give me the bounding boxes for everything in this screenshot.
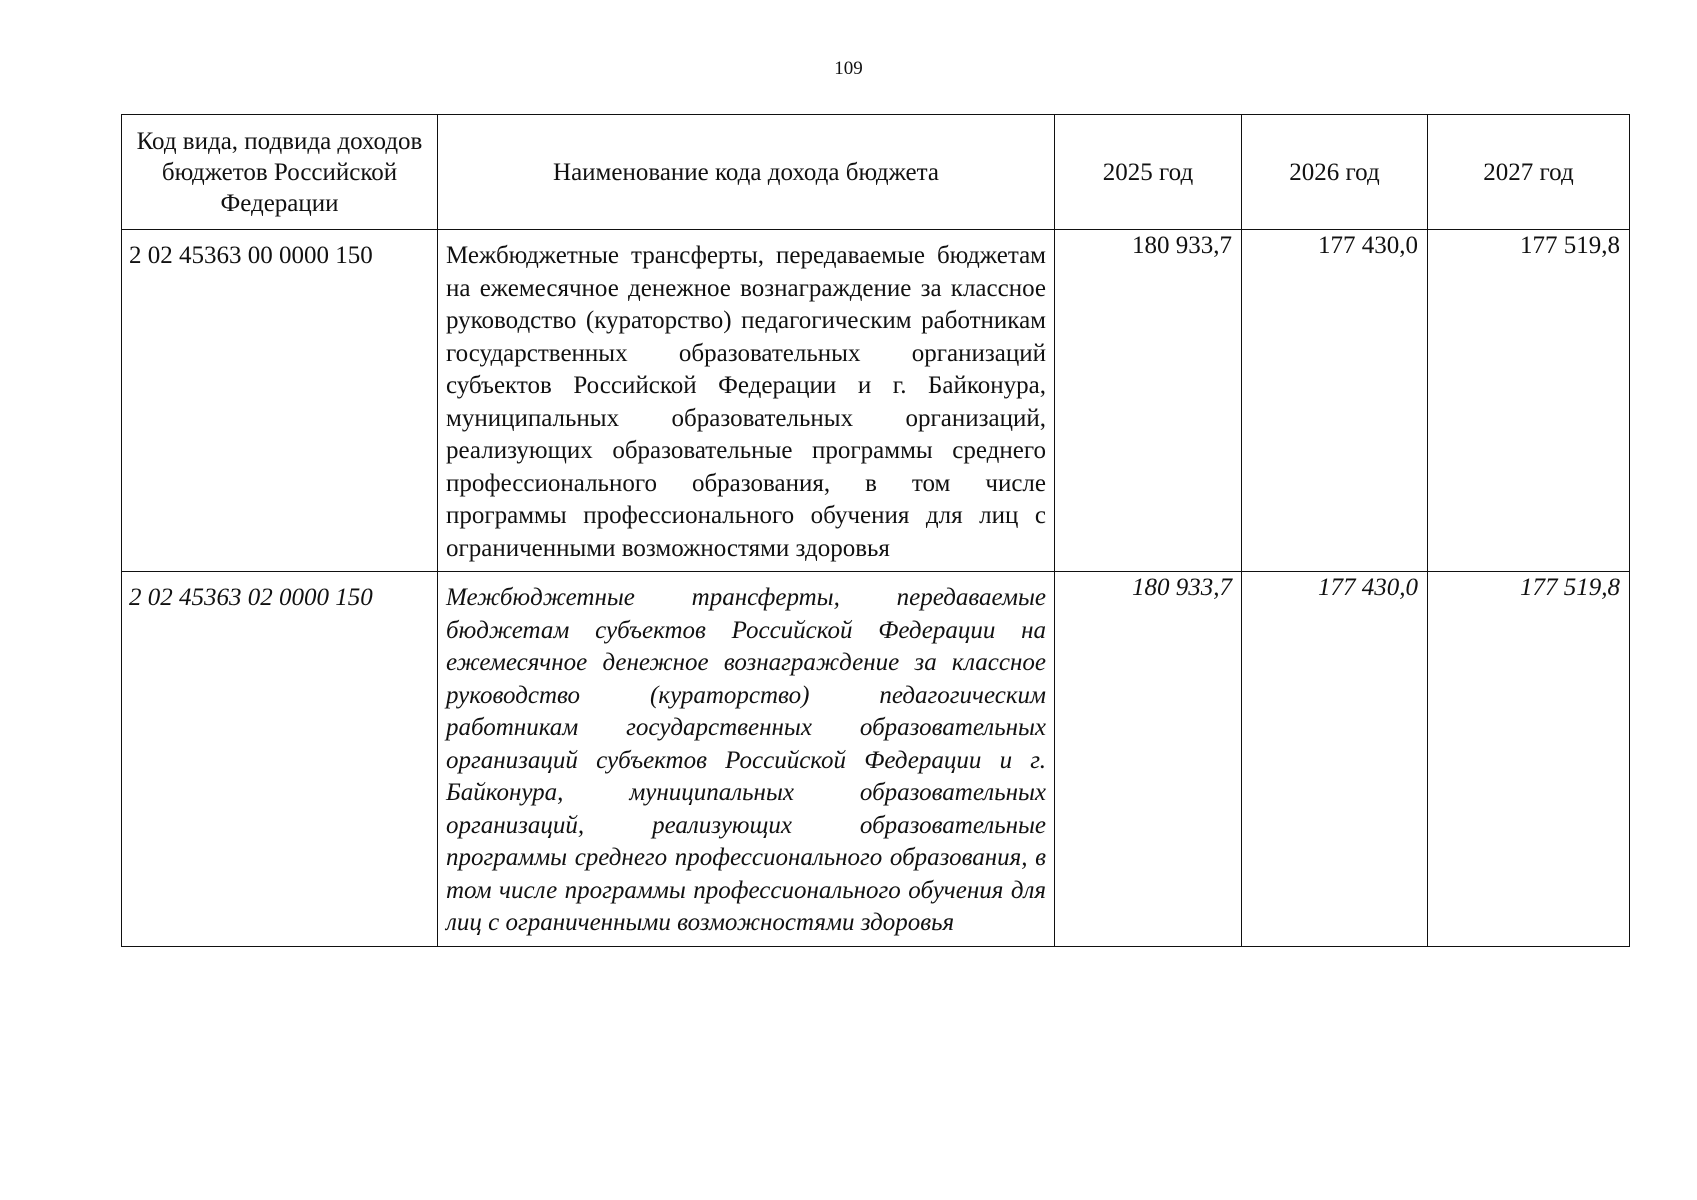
page-number: 109 bbox=[834, 58, 863, 79]
row-value-2026: 177 430,0 bbox=[1242, 572, 1428, 947]
table-row bbox=[122, 230, 1630, 572]
row-name: Межбюджетные трансферты, передаваемые бюджетам субъектов Российской Федерации на ежемесячное денежное вознаграждение за классное руководство (кураторство) педагогическим работникам государственных образовательных организаций субъектов Российской Федерации и г. Байконура, муниципальных образовательных организаций, реализующих образовательные программы среднего профессионального образования, в том числе программы профессионального обучения для лиц с ограниченными возможностями здоровья bbox=[438, 572, 1055, 947]
header-2027: 2027 год bbox=[1428, 115, 1630, 230]
row-value-2025: 180 933,7 bbox=[1055, 230, 1242, 572]
row-value-2027: 177 519,8 bbox=[1428, 230, 1630, 572]
header-2025: 2025 год bbox=[1055, 115, 1242, 230]
row-code: 2 02 45363 02 0000 150 bbox=[122, 572, 438, 947]
row-value-2025: 180 933,7 bbox=[1055, 572, 1242, 947]
row-name: Межбюджетные трансферты, передаваемые бюджетам на ежемесячное денежное вознаграждение за классное руководство (кураторство) педагогическим работникам государственных образовательных организаций субъектов Российской Федерации и г. Байконура, муниципальных образовательных организаций, реализующих образовательные программы среднего профессионального образования, в том числе программы профессионального обучения для лиц с ограниченными возможностями здоровья bbox=[438, 230, 1055, 572]
row-code: 2 02 45363 00 0000 150 bbox=[122, 230, 438, 572]
table-header-row bbox=[122, 115, 1630, 230]
row-value-2027: 177 519,8 bbox=[1428, 572, 1630, 947]
header-name: Наименование кода дохода бюджета bbox=[438, 115, 1055, 230]
table-row bbox=[122, 572, 1630, 947]
row-value-2026: 177 430,0 bbox=[1242, 230, 1428, 572]
header-2026: 2026 год bbox=[1242, 115, 1428, 230]
header-code: Код вида, подвида доходов бюджетов Российской Федерации bbox=[122, 115, 438, 230]
budget-revenue-table bbox=[121, 114, 1630, 947]
